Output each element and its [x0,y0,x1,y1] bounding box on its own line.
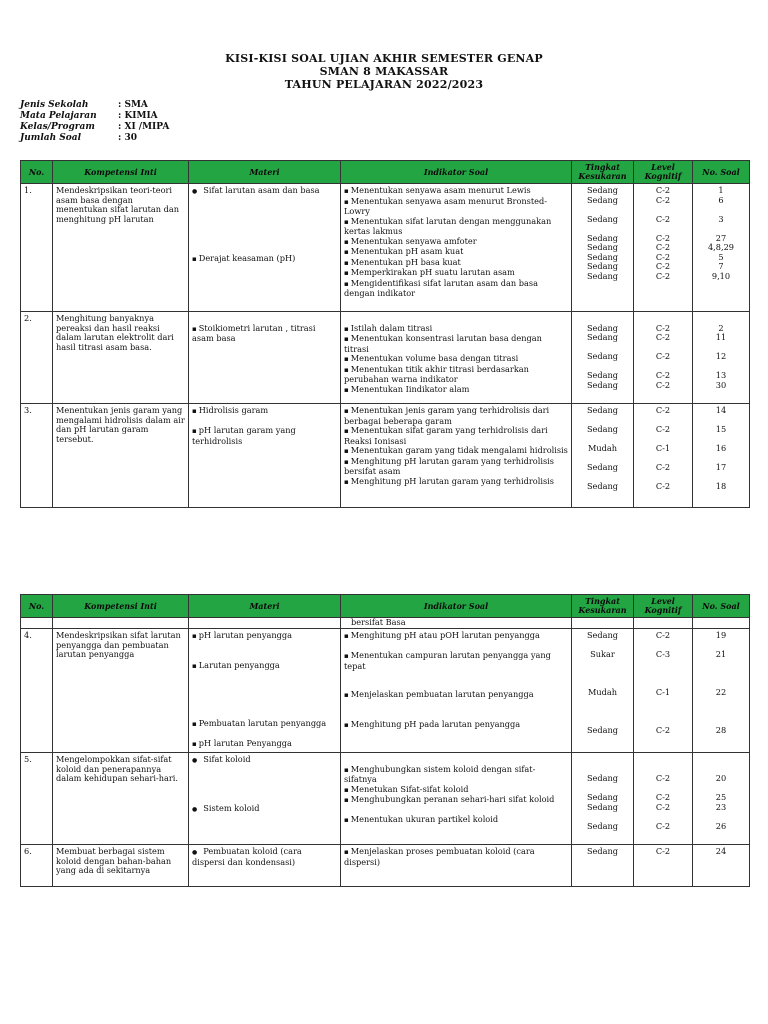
cell-line: Sedang [586,379,619,390]
indikator-item: ▪ Menentukan volume basa dengan titrasi [344,354,568,365]
spacer [192,216,337,226]
header-indikator: Indikator Soal [341,595,572,618]
indikator-item: ▪ Menjelaskan proses pembuatan koloid (cara dispersi) [344,847,568,867]
meta-label: Kelas/Program [20,122,95,132]
cell-line: C-2 [655,725,671,735]
spacer [192,700,337,710]
cell-line: Sedang [586,820,619,831]
level-cell [634,629,693,753]
indikator-item: ▪ Menentukan Iindikator alam [344,385,568,396]
kompetensi-cell: Mendeskripsikan sifat larutan penyangga dan pembuatan larutan penyangga [53,629,189,753]
nosoal-cell [693,312,750,404]
materi-item: ▪ Hidrolisis garam [192,406,337,417]
cell-line [637,698,689,708]
cell-line: 15 [715,424,727,434]
continuation-row [21,618,750,629]
cell-line: C-3 [655,649,671,659]
meta-row [20,111,169,122]
cell-line: Sedang [586,194,619,205]
spacer [192,225,337,235]
kisi-table-1 [20,160,750,508]
cell-line: C-2 [655,792,671,802]
meta-row [20,133,169,144]
cell-line: 16 [715,443,727,453]
cell-line: C-2 [655,630,671,640]
cell-line: Sedang [586,773,619,783]
spacer [192,766,337,776]
materi-item: ● Pembuatan koloid (cara dispersi dan kondensasi) [192,847,337,867]
cell-line: 25 [715,792,727,802]
cell-line: 20 [715,773,727,783]
cell-line: 3 [718,213,724,224]
materi-cell [189,312,341,404]
cell-line: Sedang [586,630,619,640]
indikator-item: ▪ Menghitung pH pada larutan penyangga [344,720,568,731]
header-level: Level Kognitif [634,595,693,618]
cell-line: Sedang [586,185,619,195]
table-row [21,312,750,404]
materi-item: ● Sifat larutan asam dan basa [192,186,337,197]
row-number: 5. [21,753,53,845]
materi-item: ▪ pH larutan garam yang terhidrolisis [192,426,337,446]
meta-label: Jumlah Soal [20,133,82,143]
cell-line [696,660,746,670]
tingkat-cell [572,753,634,845]
cell-line: 17 [715,462,727,472]
indikator-cell [341,629,572,753]
materi-item: ▪ Stoikiometri larutan , titrasi asam basa [192,324,337,344]
cell-line: C-2 [655,194,671,205]
row-number: 4. [21,629,53,753]
header-materi: Materi [189,161,341,184]
cell-line: C-2 [655,481,671,491]
spacer [192,206,337,216]
cell-line: Sedang [586,462,619,472]
cell-line: C-2 [655,405,671,415]
cell-line [575,707,630,717]
cell-line: 24 [715,846,727,856]
meta-value: : SMA [118,100,148,110]
header-kompetensi: Kompetensi Inti [53,161,189,184]
level-cell [634,312,693,404]
cell-line: 7 [718,261,724,271]
cell-line: C-2 [655,370,671,380]
kisi-table-2 [20,594,750,887]
spacer [192,671,337,681]
indikator-item: ▪ Menentukan konsentrasi larutan basa dengan titrasi [344,334,568,354]
cell-line: 28 [715,725,727,735]
cell-line [637,755,689,765]
row-number: 1. [21,184,53,312]
cell-line [696,755,746,765]
indikator-item: ▪ Menghubungkan peranan sehari-hari sifat koloid [344,795,568,806]
kompetensi-cell: Mengelompokkan sifat-sifat koloid dan penerapannya dalam kehidupan sehari-hari. [53,753,189,845]
tingkat-cell [572,184,634,312]
cell-line: Sedang [586,351,619,361]
cell-line: Mudah [587,687,618,697]
indikator-item: ▪ Menentukan ukuran partikel koloid [344,815,568,826]
school-name: SMAN 8 MAKASSAR [319,65,449,78]
cell-line: 27 [715,232,727,243]
materi-cell [189,629,341,753]
indikator-cell [341,404,572,508]
spacer [192,681,337,691]
empty-cell [53,618,189,629]
kompetensi-cell: Membuat berbagai sistem koloid dengan bahan-bahan yang ada di sekitarnya [53,845,189,887]
tingkat-cell [572,629,634,753]
empty-cell [189,618,341,629]
cell-line: C-2 [655,242,671,252]
empty-cell [634,618,693,629]
cell-line: Sedang [586,846,619,856]
cell-line: Mudah [587,443,618,453]
table-header-row [21,595,750,618]
table-header-row [21,161,750,184]
document-meta [20,100,169,144]
indikator-item: ▪ Menjelaskan pembuatan larutan penyangga [344,690,568,701]
indikator-item: ▪ Menentukan senyawa asam menurut Lewis [344,186,568,197]
indikator-item: ▪ Menghitung pH larutan garam yang terhidrolisis bersifat asam [344,457,568,477]
header-level: Level Kognitif [634,161,693,184]
cell-line: C-1 [655,687,671,697]
spacer [192,690,337,700]
cell-line: Sedang [586,792,619,802]
level-cell [634,404,693,508]
indikator-item: ▪ Mengidentifikasi sifat larutan asam dan basa dengan indikator [344,279,568,299]
meta-label: Mata Pelajaran [20,111,97,121]
cell-line: Sedang [586,213,619,224]
indikator-item: ▪ Menentukan sifat garam yang terhidrolisis dari Reaksi Ionisasi [344,426,568,446]
cell-line: 4,8,29 [707,242,735,252]
cell-line [637,669,689,679]
table-row [21,629,750,753]
indikator-item: ▪ Menentukan pH asam kuat [344,247,568,258]
spacer [192,235,337,245]
materi-cell [189,184,341,312]
table-row [21,753,750,845]
materi-item: ▪ pH larutan Penyangga [192,739,337,750]
cell-line: Sedang [586,332,619,342]
cell-line: Sedang [586,232,619,243]
cell-line: C-2 [655,251,671,262]
meta-value: : KIMIA [118,111,158,121]
cell-line [575,660,630,670]
indikator-item: ▪ Istilah dalam titrasi [344,324,568,335]
cell-line: 21 [715,649,727,659]
indikator-cell [341,845,572,887]
indikator-item: ▪ Menetukan Sifat-sifat koloid [344,785,568,796]
cell-line: Sedang [586,270,619,281]
cell-line: C-2 [655,424,671,434]
cell-line: Sedang [586,322,619,333]
materi-item: ● Sifat koloid [192,755,337,766]
cell-line [575,698,630,708]
cell-line: 6 [718,194,724,205]
materi-cell [189,845,341,887]
indikator-cell [341,753,572,845]
cell-line: C-2 [655,185,671,195]
header-indikator: Indikator Soal [341,161,572,184]
cell-line: 19 [715,630,727,640]
cell-line: Sedang [586,801,619,812]
empty-cell [572,618,634,629]
cell-line: C-2 [655,773,671,783]
cell-line: 26 [715,820,727,831]
tingkat-cell [572,404,634,508]
nosoal-cell [693,753,750,845]
materi-item: ▪ Derajat keasaman (pH) [192,254,337,265]
cell-line: Sedang [586,424,619,434]
meta-label: Jenis Sekolah [20,100,89,110]
materi-item: ▪ pH larutan penyangga [192,631,337,642]
cell-line: Sedang [586,481,619,491]
row-number: 2. [21,312,53,404]
continuation-text: bersifat Basa [341,618,572,629]
cell-line [575,669,630,679]
spacer [192,197,337,207]
doc-title: KISI-KISI SOAL UJIAN AKHIR SEMESTER GENAP [225,52,543,65]
cell-line [696,698,746,708]
indikator-cell [341,184,572,312]
header-tingkat: Tingkat Kesukaran [572,161,634,184]
indikator-item: ▪ Memperkirakan pH suatu larutan asam [344,268,568,279]
indikator-item: ▪ Menghitung pH larutan garam yang terhidrolisis [344,477,568,488]
table-row [21,404,750,508]
spacer [192,642,337,652]
cell-line: 18 [715,481,727,491]
kompetensi-cell: Mendeskripsikan teori-teori asam basa dengan menentukan sifat larutan dan menghitung pH larutan [53,184,189,312]
row-number: 6. [21,845,53,887]
indikator-item: ▪ Menentukan sifat larutan dengan menggunakan kertas lakmus [344,217,568,237]
indikator-cell [341,312,572,404]
row-number: 3. [21,404,53,508]
cell-line: C-2 [655,261,671,271]
spacer [192,785,337,795]
academic-year: TAHUN PELAJARAN 2022/2023 [284,78,484,91]
indikator-item: ▪ Menghubungkan sistem koloid dengan sifat-sifatnya [344,765,568,785]
cell-line: Sedang [586,725,619,735]
cell-line: C-2 [655,351,671,361]
materi-item: ▪ Pembuatan larutan penyangga [192,719,337,730]
table-row [21,184,750,312]
cell-line: C-2 [655,820,671,831]
spacer [344,671,568,681]
cell-line [696,669,746,679]
header-tingkat: Tingkat Kesukaran [572,595,634,618]
meta-row [20,100,169,111]
indikator-item: ▪ Menghitung pH atau pOH larutan penyangga [344,631,568,642]
cell-line: C-2 [655,332,671,342]
cell-line: C-2 [655,213,671,224]
tingkat-cell [572,845,634,887]
cell-line [575,755,630,765]
cell-line: C-2 [655,462,671,472]
header-no: No. [21,595,53,618]
table-row [21,845,750,887]
cell-line: 30 [715,379,727,390]
kompetensi-cell: Menentukan jenis garam yang mengalami hidrolisis dalam air dan pH larutan garam tersebut. [53,404,189,508]
cell-line [637,660,689,670]
cell-line: C-2 [655,232,671,243]
spacer [192,775,337,785]
level-cell [634,845,693,887]
nosoal-cell [693,629,750,753]
meta-value: : XI /MIPA [118,122,170,132]
cell-line: Sedang [586,251,619,262]
nosoal-cell [693,404,750,508]
materi-cell [189,404,341,508]
cell-line: Sedang [586,261,619,271]
header-nosoal: No. Soal [693,161,750,184]
cell-line: C-2 [655,801,671,812]
empty-cell [21,618,53,629]
cell-line: Sedang [586,405,619,415]
header-no: No. [21,161,53,184]
cell-line: 14 [715,405,727,415]
tingkat-cell [572,312,634,404]
nosoal-cell [693,845,750,887]
header-kompetensi: Kompetensi Inti [53,595,189,618]
cell-line: 12 [715,351,727,361]
cell-line: 1 [718,185,724,195]
level-cell [634,753,693,845]
spacer [344,701,568,711]
cell-line: C-1 [655,443,671,453]
cell-line: C-2 [655,379,671,390]
cell-line: C-2 [655,322,671,333]
indikator-item: ▪ Menentukan senyawa amfoter [344,237,568,248]
materi-item: ● Sistem koloid [192,804,337,815]
cell-line: Sedang [586,370,619,380]
materi-item: ▪ Larutan penyangga [192,661,337,672]
cell-line: 13 [715,370,727,380]
cell-line: Sukar [590,649,615,659]
kompetensi-cell: Menghitung banyaknya pereaksi dan hasil reaksi dalam larutan elektrolit dari hasil titrasi asam basa. [53,312,189,404]
cell-line [637,707,689,717]
cell-line: 2 [718,322,724,333]
cell-line: 5 [718,251,724,262]
materi-cell [189,753,341,845]
cell-line [696,707,746,717]
indikator-item: ▪ Menentukan pH basa kuat [344,258,568,269]
cell-line: Sedang [586,242,619,252]
indikator-item: ▪ Menentukan titik akhir titrasi berdasarkan perubahan warna indikator [344,365,568,385]
empty-cell [693,618,750,629]
header-materi: Materi [189,595,341,618]
cell-line: C-2 [655,846,671,856]
indikator-item: ▪ Menentukan senyawa asam menurut Bronsted-Lowry [344,197,568,217]
meta-value: : 30 [118,133,137,143]
cell-line: C-2 [655,270,671,281]
meta-row [20,122,169,133]
indikator-item: ▪ Menentukan campuran larutan penyangga yang tepat [344,651,568,671]
nosoal-cell [693,184,750,312]
header-nosoal: No. Soal [693,595,750,618]
indikator-item: ▪ Menentukan garam yang tidak mengalami hidrolisis [344,446,568,457]
cell-line: 22 [715,687,727,697]
cell-line: 23 [715,801,727,812]
cell-line: 11 [715,332,727,342]
cell-line: 9,10 [711,270,731,281]
level-cell [634,184,693,312]
indikator-item: ▪ Menentukan jenis garam yang terhidrolisis dari berbagai beberapa garam [344,406,568,426]
